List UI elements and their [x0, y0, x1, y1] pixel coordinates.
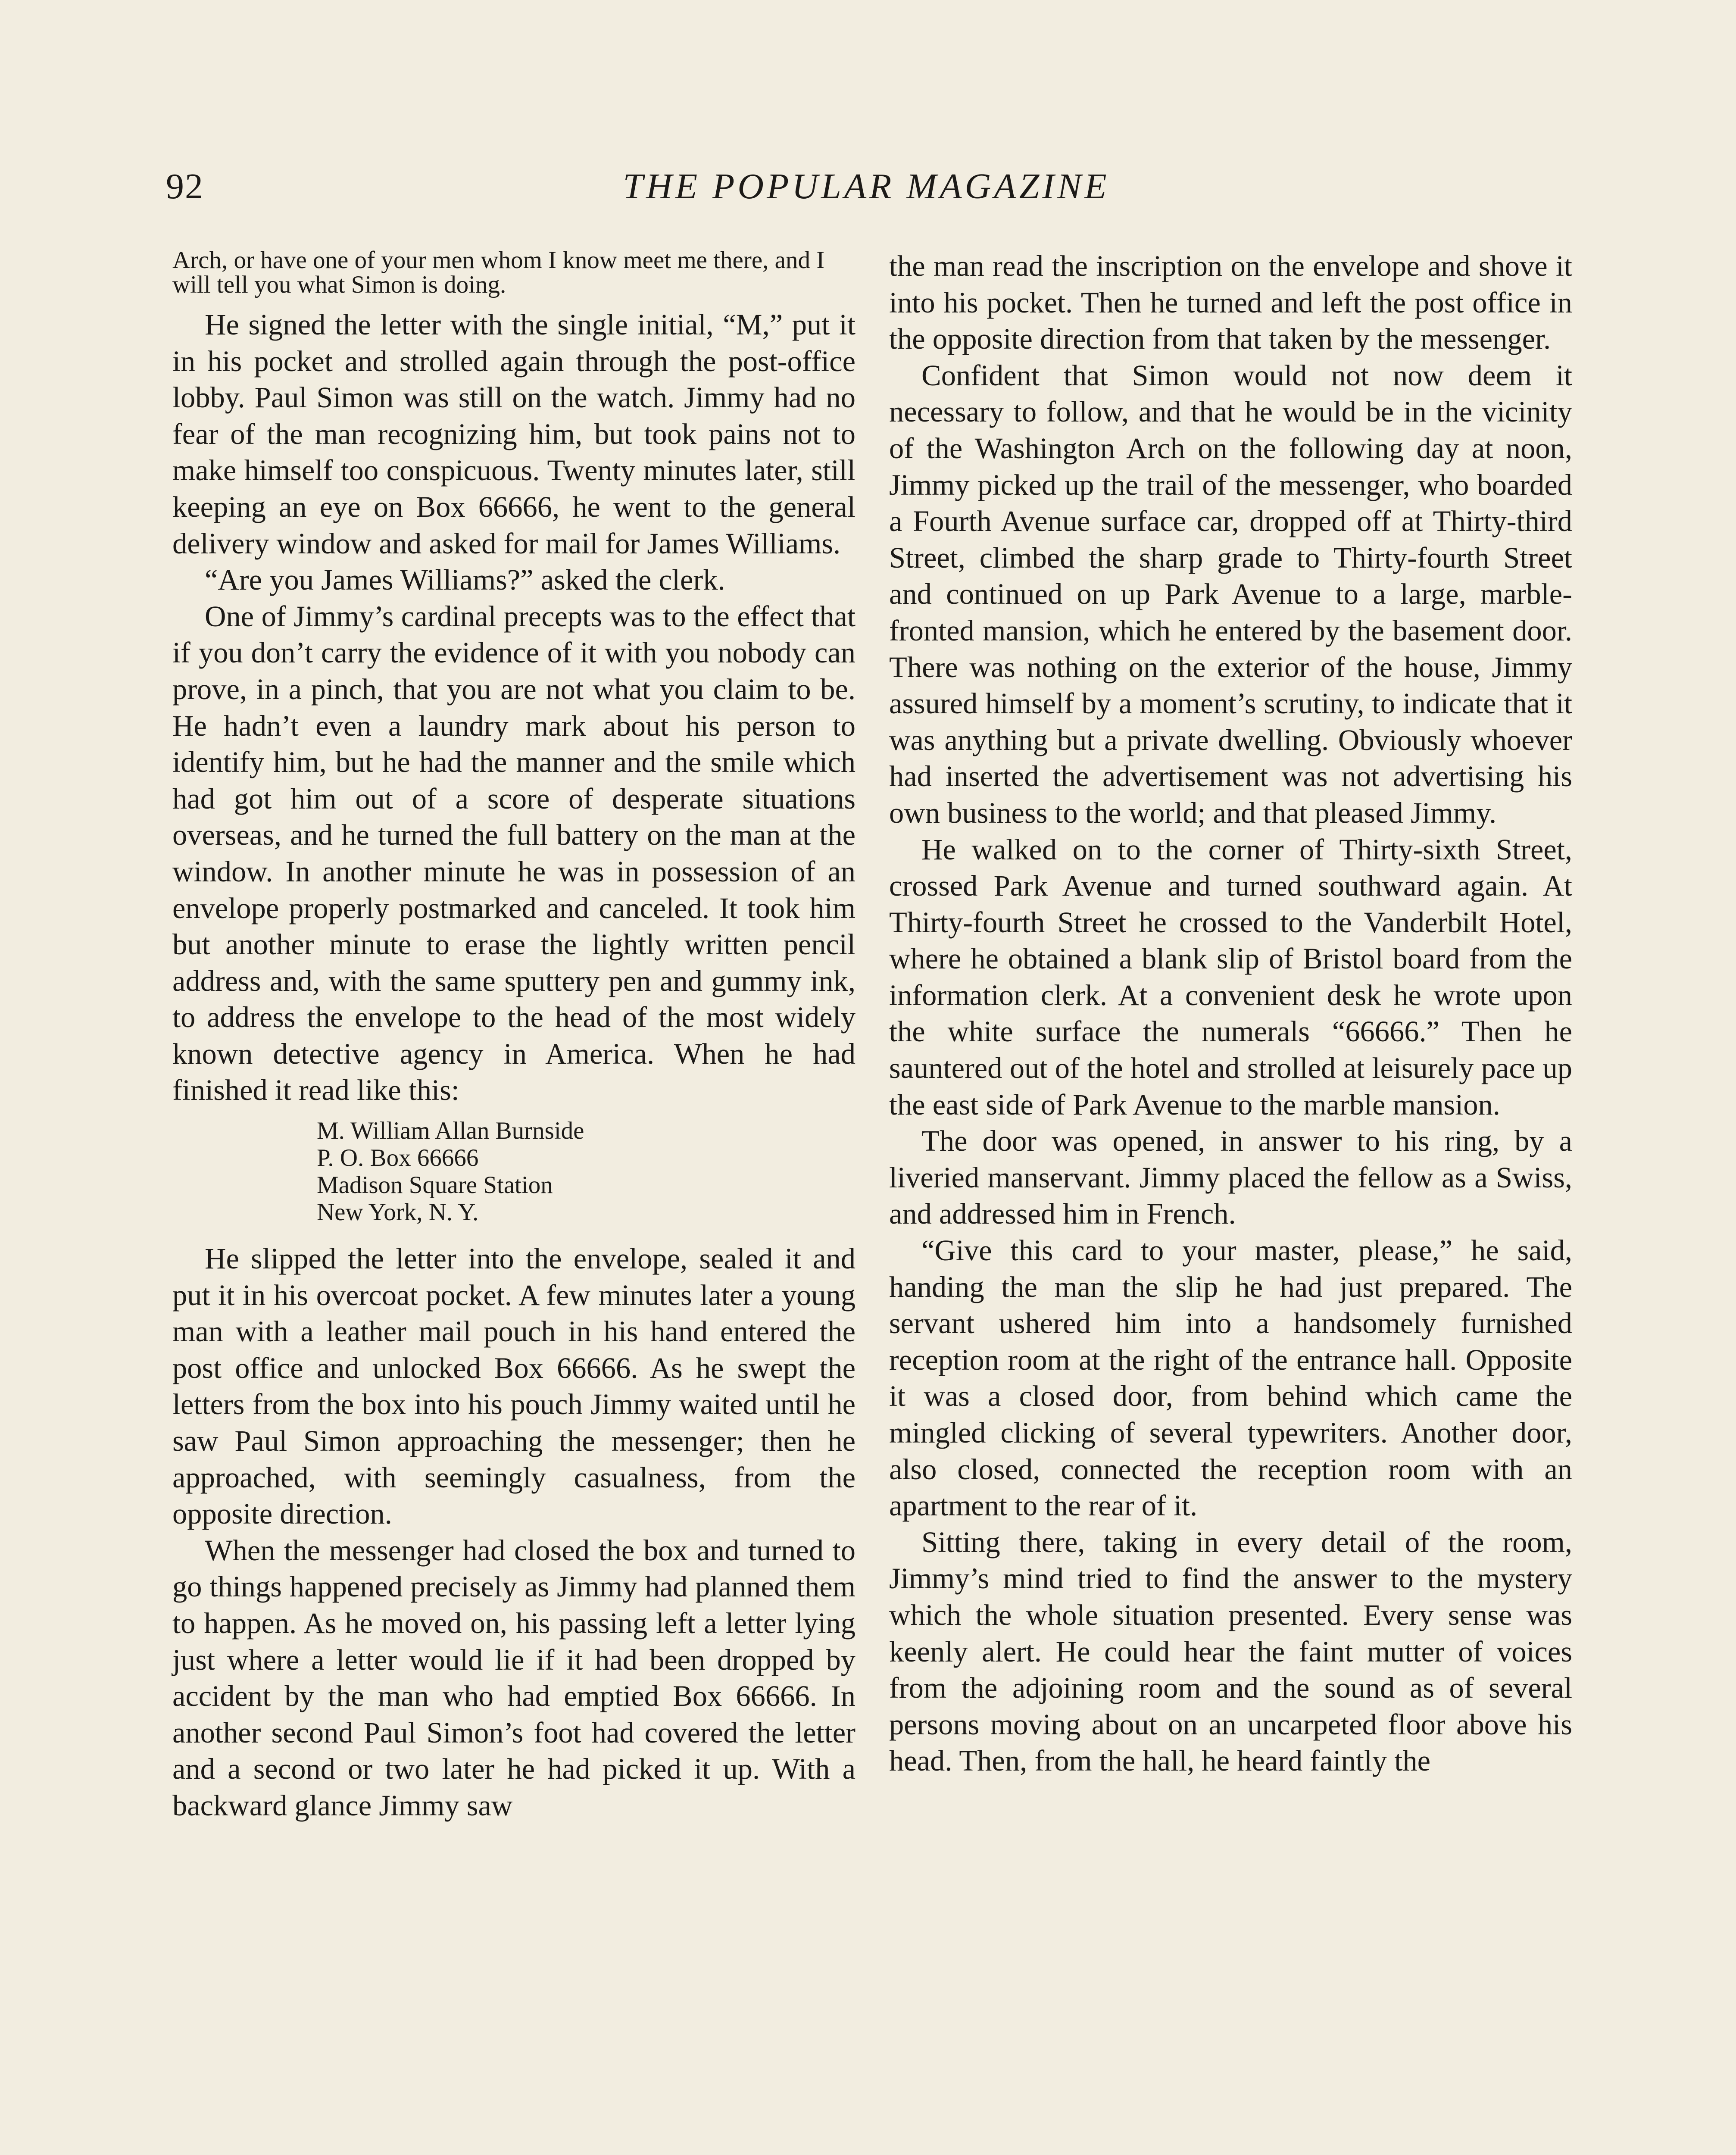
paragraph: One of Jimmy’s cardinal precepts was to the effect that if you don’t carry the evidence of it with you nobody can prove, in a pinch, that you are not what you claim to be. He hadn’t even a laundry mark about his person to identify him, but he had the manner and the smile which had got him out of a score of desperate situations overseas, and he turned the full battery on the man at the window. In another minute he was in possession of an envelope properly postmarked and canceled. It took him but another minute to erase the lightly written pencil address and, with the same sputtery pen and gummy ink, to address the envelope to the head of the most widely known detective agency in America. When he had finished it read like this: [172, 600, 856, 1107]
left-column [172, 248, 856, 1824]
paragraph: Confident that Simon would not now deem it necessary to follow, and that he would be in the vicinity of the Washington Arch on the following day at noon, Jimmy picked up the trail of the messenger, who boarded a Fourth Avenue surface car, dropped off at Thirty-third Street, climbed the sharp grade to Thirty-fourth Street and continued on up Park Avenue to a large, marble-fronted mansion, which he entered by the basement door. There was nothing on the exterior of the house, Jimmy assured himself by a moment’s scrutiny, to indicate that it was anything but a private dwelling. Obviously whoever had inserted the advertisement was not advertising his own business to the world; and that pleased Jimmy. [889, 359, 1572, 829]
paragraph: “Give this card to your master, please,” he said, handing the man the slip he had just prepared. The servant ushered him into a handsomely furnished reception room at the right of the entrance hall. Opposite it was a closed door, from behind which came the mingled clicking of several typewriters. Another door, also closed, connected the reception room with an apartment to the rear of it. [889, 1234, 1572, 1522]
letter-closing-text: Arch, or have one of your men whom I know meet me there, and I will tell you what Simon is doing. [172, 247, 825, 298]
address-line: Madison Square Station [317, 1171, 553, 1199]
right-column [889, 248, 1572, 1779]
paragraph: the man read the inscription on the envelope and shove it into his pocket. Then he turned and left the post office in the opposite direction from that taken by the messenger. [889, 250, 1572, 356]
address-line: P. O. Box 66666 [317, 1144, 479, 1172]
paragraph: The door was opened, in answer to his ring, by a liveried manservant. Jimmy placed the fellow as a Swiss, and addressed him in French. [889, 1124, 1572, 1231]
paragraph: He signed the letter with the single initial, “M,” put it in his pocket and strolled again through the post-office lobby. Paul Simon was still on the watch. Jimmy had no fear of the man recognizing him, but took pains not to make himself too conspicuous. Twenty minutes later, still keeping an eye on Box 66666, he went to the general delivery window and asked for mail for James Williams. [172, 308, 856, 560]
running-title: THE POPULAR MAGAZINE [623, 166, 1110, 206]
paragraph: Sitting there, taking in every detail of the room, Jimmy’s mind tried to find the answer to the mystery which the whole situation presented. Every sense was keenly alert. He could hear the faint mutter of voices from the adjoining room and the sound as of several persons moving about on an uncarpeted floor above his head. Then, from the hall, he heard faintly the [889, 1525, 1572, 1777]
address-line: New York, N. Y. [317, 1199, 479, 1226]
paragraph: When the messenger had closed the box and turned to go things happened precisely as Jimmy had planned them to happen. As he moved on, his passing left a letter lying just where a letter would lie if it had been dropped by accident by the man who had emptied Box 66666. In another second Paul Simon’s foot had covered the letter and a second or two later he had picked it up. With a backward glance Jimmy saw [172, 1533, 856, 1822]
page-number: 92 [166, 166, 204, 206]
paragraph: He slipped the letter into the envelope, sealed it and put it in his overcoat pocket. A few minutes later a young man with a leather mail pouch in his hand entered the post office and unlocked Box 66666. As he swept the letters from the box into his pouch Jimmy waited until he saw Paul Simon approaching the messenger; then he approached, with seemingly casualness, from the opposite direction. [172, 1242, 856, 1530]
envelope-address [317, 1117, 856, 1226]
paragraph: “Are you James Williams?” asked the clerk. [205, 563, 725, 597]
address-line: M. William Allan Burnside [317, 1117, 584, 1145]
page-header [166, 163, 1567, 219]
paragraph: He walked on to the corner of Thirty-sixth Street, crossed Park Avenue and turned southward again. At Thirty-fourth Street he crossed to the Vanderbilt Hotel, where he obtained a blank slip of Bristol board from the information clerk. At a convenient desk he wrote upon the white surface the numerals “66666.” Then he sauntered out of the hotel and strolled at leisurely pace up the east side of Park Avenue to the marble mansion. [889, 833, 1572, 1121]
